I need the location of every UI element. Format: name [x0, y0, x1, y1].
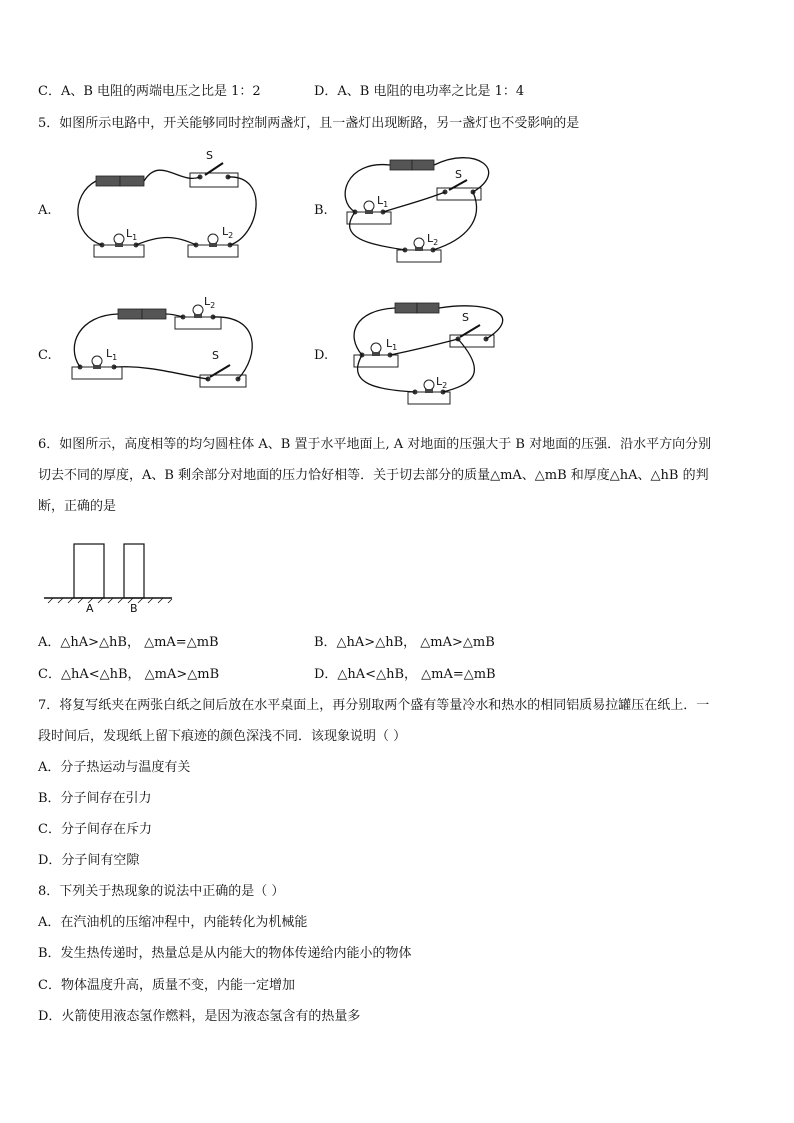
q8-option-a: A．在汽油机的压缩冲程中，内能转化为机械能 — [38, 915, 308, 930]
svg-text:S: S — [455, 168, 462, 181]
q6-stem-line2: 切去不同的厚度，A、B 剩余部分对地面的压力恰好相等．关于切去部分的质量△mA、△mB 和厚度△hA、△hB 的判 — [38, 468, 709, 483]
q7-option-a: A．分子热运动与温度有关 — [38, 760, 191, 775]
svg-text:L1: $L_1$ — [377, 194, 389, 209]
q5-label-b: B. — [314, 203, 328, 218]
q7-option-d: D．分子间有空隙 — [38, 853, 140, 868]
q7-stem-line2: 段时间后，发现纸上留下痕迹的颜色深浅不同．该现象说明（ ） — [38, 729, 407, 744]
q8-option-c: C．物体温度升高，质量不变，内能一定增加 — [38, 978, 295, 993]
circuit-diagram-a — [60, 145, 280, 270]
svg-text:L2: $L_2$ — [222, 225, 234, 240]
q6-stem-line1: 6．如图所示，高度相等的均匀圆柱体 A、B 置于水平地面上, A 对地面的压强大于 B 对地面的压强．沿水平方向分别 — [38, 437, 712, 452]
q6-stem-line3: 断，正确的是 — [38, 499, 117, 514]
circuit-diagram-b — [335, 150, 515, 268]
svg-text:L2: $L_2$ — [204, 295, 216, 310]
svg-text:L1: $L_1$ — [126, 227, 138, 242]
circuit-diagram-c — [60, 295, 280, 415]
svg-text:L1: $L_1$ — [386, 337, 398, 352]
q6-option-c: C．△hA<△hB， △mA>△mB — [38, 667, 220, 682]
svg-text:L2: $L_2$ — [427, 232, 439, 247]
q7-stem-line1: 7．将复写纸夹在两张白纸之间后放在水平桌面上，再分别取两个盛有等量冷水和热水的相同铝质易拉罐压在纸上．一 — [38, 698, 710, 713]
q6-option-d: D．△hA<△hB， △mA=△mB — [314, 667, 496, 682]
q5-label-d: D. — [314, 348, 329, 363]
svg-text:S: S — [462, 311, 469, 324]
q7-option-b: B．分子间存在引力 — [38, 791, 152, 806]
q8-option-b: B．发生热传递时，热量总是从内能大的物体传递给内能小的物体 — [38, 946, 412, 961]
svg-text:S: S — [206, 149, 213, 162]
cylinder-b-label: B — [130, 602, 138, 615]
q8-stem: 8．下列关于热现象的说法中正确的是（ ） — [38, 884, 285, 899]
svg-text:L1: $L_1$ — [106, 347, 118, 362]
q4-option-c: C．A、B 电阻的两端电压之比是 1：2 — [38, 84, 261, 99]
q5-stem: 5．如图所示电路中，开关能够同时控制两盏灯，且一盏灯出现断路，另一盏灯也不受影响的是 — [38, 116, 580, 131]
q8-option-d: D．火箭使用液态氢作燃料，是因为液态氢含有的热量多 — [38, 1009, 361, 1024]
q5-label-c: C. — [38, 348, 52, 363]
svg-text:L2: $L_2$ — [436, 375, 448, 390]
cylinder-a-label: A — [86, 602, 94, 615]
q6-option-b: B．△hA>△hB， △mA>△mB — [314, 635, 495, 650]
cylinders-figure — [44, 540, 174, 615]
q6-option-a: A．△hA>△hB， △mA=△mB — [38, 635, 219, 650]
svg-text:S: S — [212, 349, 219, 362]
circuit-diagram-d — [340, 295, 520, 410]
q7-option-c: C．分子间存在斥力 — [38, 822, 152, 837]
q5-label-a: A. — [38, 203, 52, 218]
q4-option-d: D．A、B 电阻的电功率之比是 1：4 — [314, 84, 525, 99]
